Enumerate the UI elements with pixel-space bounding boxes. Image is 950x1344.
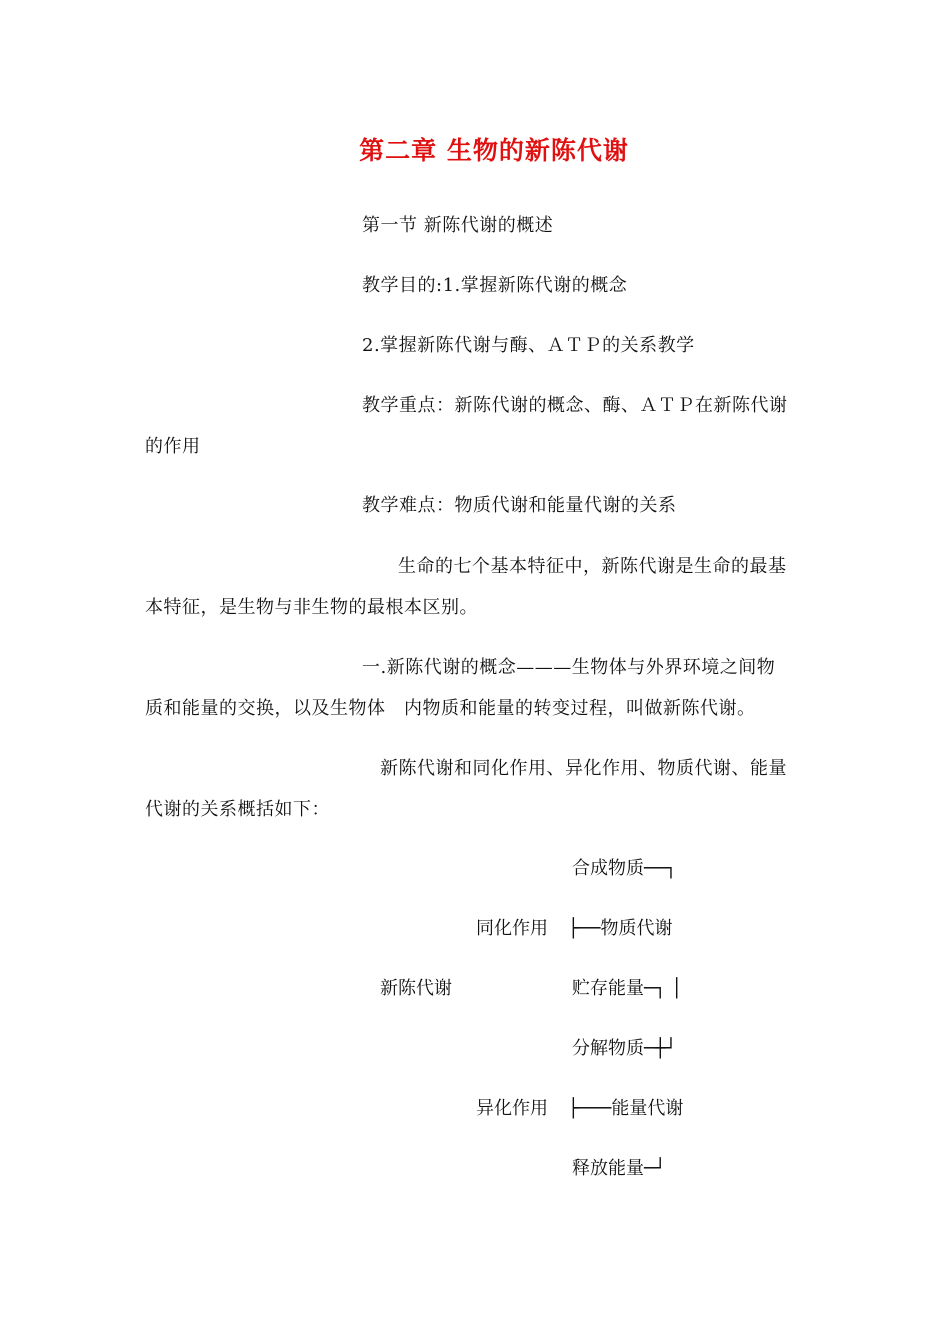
section-heading: 第一节 新陈代谢的概述: [362, 215, 554, 236]
diagram-decomposition: 分解物质─┼┘: [572, 1038, 677, 1059]
chapter-title: 第二章 生物的新陈代谢: [359, 136, 629, 165]
diagram-dissimilation-label: 异化作用: [476, 1098, 548, 1119]
relation-line-1: 新陈代谢和同化作用、异化作用、物质代谢、能量: [380, 758, 787, 779]
diagram-material-metabolism: ├──物质代谢: [568, 918, 673, 939]
diagram-energy-metabolism: ├───能量代谢: [568, 1098, 684, 1119]
difficulty-line: 教学难点：物质代谢和能量代谢的关系: [362, 495, 677, 516]
intro-line-2: 本特征，是生物与非生物的最根本区别。: [145, 597, 478, 618]
intro-line-1: 生命的七个基本特征中，新陈代谢是生命的最基: [398, 556, 787, 577]
diagram-assimilation-label: 同化作用: [476, 918, 548, 939]
key-points-line-2: 的作用: [145, 436, 201, 457]
diagram-synthesis: 合成物质──┐: [572, 858, 677, 879]
concept-line-1: 一.新陈代谢的概念———生物体与外界环境之间物: [362, 657, 776, 678]
teaching-goal-2: 2.掌握新陈代谢与酶、ＡＴＰ的关系教学: [362, 335, 695, 356]
diagram-energy-release: 释放能量─┘: [572, 1158, 666, 1179]
teaching-goal-1: 教学目的:1.掌握新陈代谢的概念: [362, 275, 628, 296]
diagram-energy-storage: 贮存能量─┐ │: [572, 978, 683, 999]
key-points-line-1: 教学重点：新陈代谢的概念、酶、ＡＴＰ在新陈代谢: [362, 395, 788, 416]
diagram-metabolism-label: 新陈代谢: [380, 978, 452, 999]
concept-line-2: 质和能量的交换，以及生物体 内物质和能量的转变过程，叫做新陈代谢。: [145, 698, 756, 719]
relation-line-2: 代谢的关系概括如下：: [145, 799, 330, 820]
